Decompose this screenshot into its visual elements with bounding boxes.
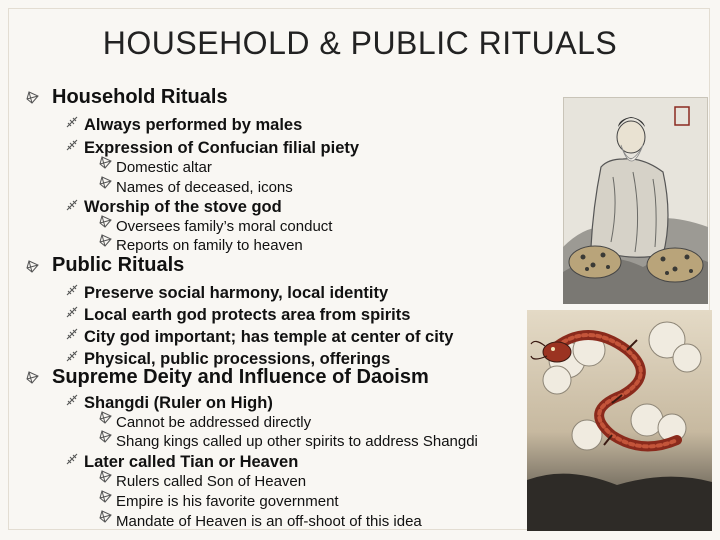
diamond-bullet-icon [99, 215, 113, 229]
bullet-text-level-3: Domestic altar [116, 159, 212, 176]
bullet-text-level-2: City god important; has temple at center of city [84, 328, 454, 346]
diamond-bullet-icon [99, 156, 113, 170]
bullet-text-level-2: Worship of the stove god [84, 198, 282, 216]
bullet-text-level-1: Supreme Deity and Influence of Daoism [52, 366, 429, 388]
feather-bullet-icon [65, 283, 79, 297]
bullet-text-level-2: Local earth god protects area from spirits [84, 306, 411, 324]
feather-bullet-icon [65, 115, 79, 129]
sage-painting-image [563, 97, 708, 304]
dragon-painting-image [527, 310, 712, 531]
feather-bullet-icon [65, 138, 79, 152]
bullet-text-level-3: Empire is his favorite government [116, 493, 339, 510]
bullet-text-level-3: Reports on family to heaven [116, 237, 303, 254]
diamond-bullet-icon [99, 234, 113, 248]
bullet-text-level-2: Shangdi (Ruler on High) [84, 394, 273, 412]
bullet-text-level-3: Mandate of Heaven is an off-shoot of this idea [116, 513, 422, 530]
diamond-bullet-icon [99, 430, 113, 444]
bullet-text-level-3: Oversees family’s moral conduct [116, 218, 333, 235]
diamond-bullet-icon [99, 176, 113, 190]
bullet-text-level-2: Later called Tian or Heaven [84, 453, 299, 471]
diamond-bullet-icon [99, 490, 113, 504]
bullet-text-level-3: Cannot be addressed directly [116, 414, 312, 431]
feather-bullet-icon [65, 393, 79, 407]
bullet-text-level-1: Public Rituals [52, 254, 185, 276]
diamond-bullet-icon [99, 411, 113, 425]
bullet-text-level-3: Shang kings called up other spirits to address Shangdi [116, 433, 478, 450]
diamond-bullet-icon [26, 260, 40, 274]
feather-bullet-icon [65, 349, 79, 363]
diamond-bullet-icon [26, 371, 40, 385]
slide-title: HOUSEHOLD & PUBLIC RITUALS [102, 25, 618, 61]
bullet-text-level-2: Expression of Confucian filial piety [84, 139, 360, 157]
diamond-bullet-icon [99, 510, 113, 524]
feather-bullet-icon [65, 452, 79, 466]
bullet-text-level-2: Always performed by males [84, 116, 303, 134]
feather-bullet-icon [65, 305, 79, 319]
sage-painting-svg [563, 97, 708, 304]
diamond-bullet-icon [99, 470, 113, 484]
feather-bullet-icon [65, 327, 79, 341]
feather-bullet-icon [65, 198, 79, 212]
bullet-text-level-2: Preserve social harmony, local identity [84, 284, 389, 302]
diamond-bullet-icon [26, 91, 40, 105]
bullet-text-level-3: Names of deceased, icons [116, 179, 293, 196]
dragon-painting-svg [527, 310, 712, 531]
bullet-text-level-2: Physical, public processions, offerings [84, 350, 391, 368]
bullet-text-level-3: Rulers called Son of Heaven [116, 473, 307, 490]
bullet-text-level-1: Household Rituals [52, 86, 228, 108]
